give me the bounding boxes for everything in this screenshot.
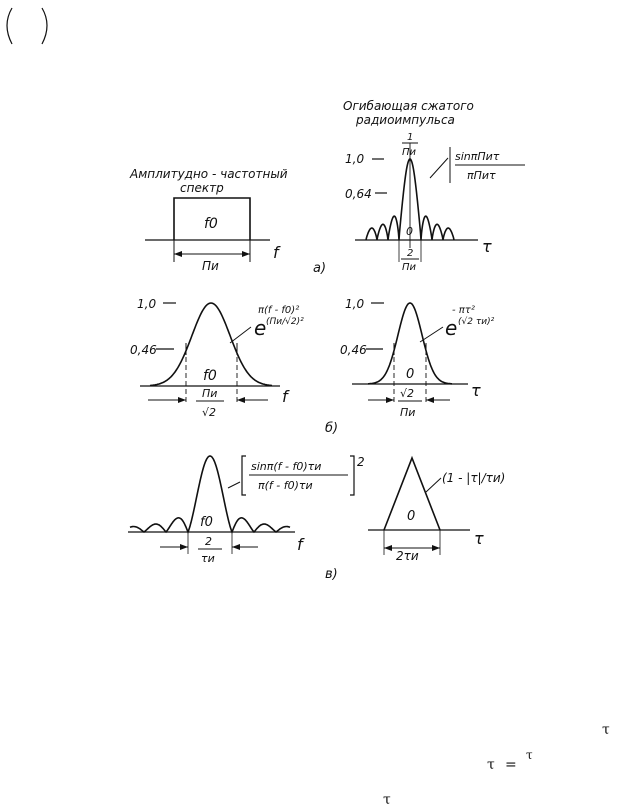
stray-equals: = bbox=[505, 757, 517, 773]
panel-b-right-y-mid: 0,46 bbox=[340, 343, 367, 357]
panel-c-left-width-den: τи bbox=[201, 552, 215, 565]
panel-c-left-power: 2 bbox=[357, 455, 365, 469]
panel-b-left-y-top: 1,0 bbox=[137, 297, 157, 311]
part-label-a: а) bbox=[313, 261, 327, 276]
panel-a-right-top-num: 1 bbox=[407, 132, 414, 143]
stray-tau-3: τ bbox=[526, 748, 533, 762]
panel-b-left-width-den: √2 bbox=[202, 406, 217, 419]
panel-b-left-exp-den: (Пи/√2)² bbox=[266, 317, 304, 327]
panel-c-right-origin: 0 bbox=[407, 509, 416, 524]
panel-b-left-exp-num: π(f - f0)² bbox=[258, 305, 300, 316]
panel-c-right-width: 2τи bbox=[396, 549, 419, 563]
panel-a-right-caption-1: Огибающая сжатого bbox=[343, 99, 474, 113]
panel-c-right bbox=[368, 458, 505, 563]
panel-a-left-caption-1: Амплитудно - частотный bbox=[130, 167, 288, 181]
panel-b-left-y-mid: 0,46 bbox=[130, 343, 157, 357]
part-label-c: в) bbox=[325, 567, 338, 582]
panel-c-left-axis-label: f bbox=[297, 535, 303, 554]
panel-a-left bbox=[129, 167, 288, 273]
panel-a-right-width-num: 2 bbox=[407, 248, 414, 259]
panel-b-right-exp-num: - πτ² bbox=[452, 305, 475, 316]
right-bracket bbox=[42, 8, 47, 44]
panel-b-right-width-den: Пи bbox=[400, 406, 416, 419]
stray-tau-1: τ bbox=[602, 722, 610, 738]
panel-c-right-formula: (1 - |τ|/τи) bbox=[442, 471, 506, 485]
panel-b-right-exp-den: (√2 τи)² bbox=[458, 317, 495, 327]
stray-tau-2: τ bbox=[487, 757, 495, 773]
panel-a-right-formula-den: πПиτ bbox=[467, 169, 496, 182]
panel-c-left-formula-den: π(f - f0)τи bbox=[258, 479, 313, 492]
panel-b-left-center: f0 bbox=[203, 368, 217, 384]
stray-tau-4: τ bbox=[383, 792, 391, 808]
panel-b-right-width-num: √2 bbox=[400, 387, 415, 400]
panel-b-left bbox=[130, 297, 304, 419]
panel-a-left-caption-2: спектр bbox=[180, 181, 224, 195]
panel-a-right-caption-2: радиоимпульса bbox=[356, 113, 455, 127]
part-label-b: б) bbox=[325, 421, 339, 436]
panel-b-right-axis-label: τ bbox=[471, 381, 481, 400]
panel-c-left-width-num: 2 bbox=[205, 535, 212, 548]
panel-a-right-top-den: Пи bbox=[402, 147, 417, 158]
panel-a-right-width-den: Пи bbox=[402, 262, 417, 273]
left-bracket bbox=[7, 8, 12, 44]
panel-c-right-axis-label: τ bbox=[474, 529, 484, 548]
panel-a-left-axis-label: f bbox=[273, 243, 279, 262]
panel-c-left-center: f0 bbox=[200, 515, 213, 530]
panel-b-right bbox=[340, 297, 495, 419]
panel-a-right-y-mid: 0,64 bbox=[345, 187, 372, 201]
panel-a-left-center: f0 bbox=[204, 216, 218, 232]
panel-b-right-y-top: 1,0 bbox=[345, 297, 365, 311]
panel-b-right-exp-base: e bbox=[445, 316, 458, 340]
panel-a-right bbox=[343, 99, 525, 273]
panel-b-left-exp-base: e bbox=[254, 316, 267, 340]
panel-c-left bbox=[128, 455, 365, 565]
panel-a-right-origin: 0 bbox=[406, 225, 413, 238]
panel-a-right-formula-num: sinπПиτ bbox=[455, 150, 500, 163]
panel-b-left-axis-label: f bbox=[282, 387, 288, 406]
panel-c-left-formula-num: sinπ(f - f0)τи bbox=[251, 460, 322, 473]
panel-a-left-width: Пи bbox=[202, 259, 219, 273]
panel-b-left-width-num: Пи bbox=[202, 387, 218, 400]
panel-a-right-y-top: 1,0 bbox=[345, 152, 365, 166]
panel-b-right-origin: 0 bbox=[406, 367, 415, 382]
panel-a-right-axis-label: τ bbox=[482, 237, 492, 256]
